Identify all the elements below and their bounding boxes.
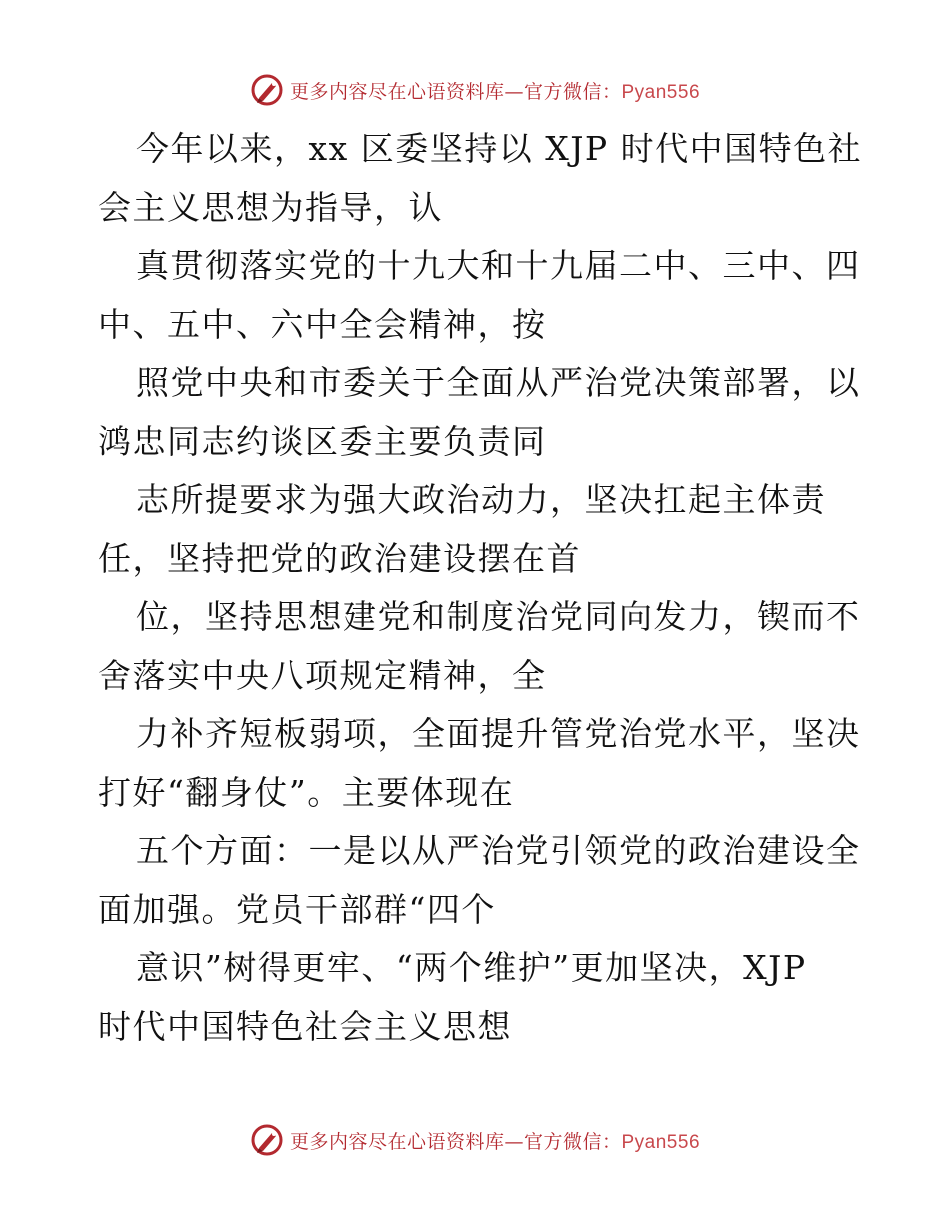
footer-handle: Pyan556 xyxy=(621,1131,701,1153)
header-banner-text xyxy=(290,77,700,104)
body-line: 中、五中、六中全会精神，按 xyxy=(98,304,547,344)
body-line: 意识”树得更牢、“两个维护”更加坚决，XJP xyxy=(136,948,807,987)
body-line: 舍落实中央八项规定精神，全 xyxy=(98,655,547,695)
pen-logo-icon xyxy=(250,73,284,107)
body-line: 真贯彻落实党的十九大和十九届二中、三中、四 xyxy=(136,246,861,285)
body-line: 鸿忠同志约谈区委主要负责同 xyxy=(98,421,547,461)
body-line: 力补齐短板弱项，全面提升管党治党水平，坚决 xyxy=(136,714,861,753)
body-line: 会主义思想为指导，认 xyxy=(98,187,443,227)
body-line: 照党中央和市委关于全面从严治党决策部署，以 xyxy=(136,363,861,402)
body-line: 今年以来，xx 区委坚持以 XJP 时代中国特色社 xyxy=(136,129,863,168)
body-line: 打好“翻身仗”。主要体现在 xyxy=(98,772,515,812)
body-line: 五个方面：一是以从严治党引领党的政治建设全 xyxy=(136,831,861,870)
footer-label: 官方微信： xyxy=(523,1130,622,1153)
footer-brand-text: 更多内容尽在心语资料库 xyxy=(289,1130,505,1153)
body-line: 面加强。党员干部群“四个 xyxy=(98,889,496,929)
body-line: 任，坚持把党的政治建设摆在首 xyxy=(98,538,581,578)
header-banner xyxy=(0,70,950,110)
pen-logo-icon xyxy=(250,1123,284,1157)
body-line: 志所提要求为强大政治动力，坚决扛起主体责 xyxy=(136,480,826,519)
document-body xyxy=(98,120,863,1056)
body-line: 时代中国特色社会主义思想 xyxy=(98,1006,512,1046)
body-line: 位，坚持思想建党和制度治党同向发力，锲而不 xyxy=(136,597,861,636)
footer-separator: — xyxy=(504,1130,524,1153)
header-separator: — xyxy=(504,80,524,103)
header-label: 官方微信： xyxy=(523,80,622,103)
header-brand-text: 更多内容尽在心语资料库 xyxy=(289,80,505,103)
header-handle: Pyan556 xyxy=(621,81,701,103)
footer-banner-text xyxy=(290,1127,700,1154)
footer-banner xyxy=(0,1120,950,1160)
